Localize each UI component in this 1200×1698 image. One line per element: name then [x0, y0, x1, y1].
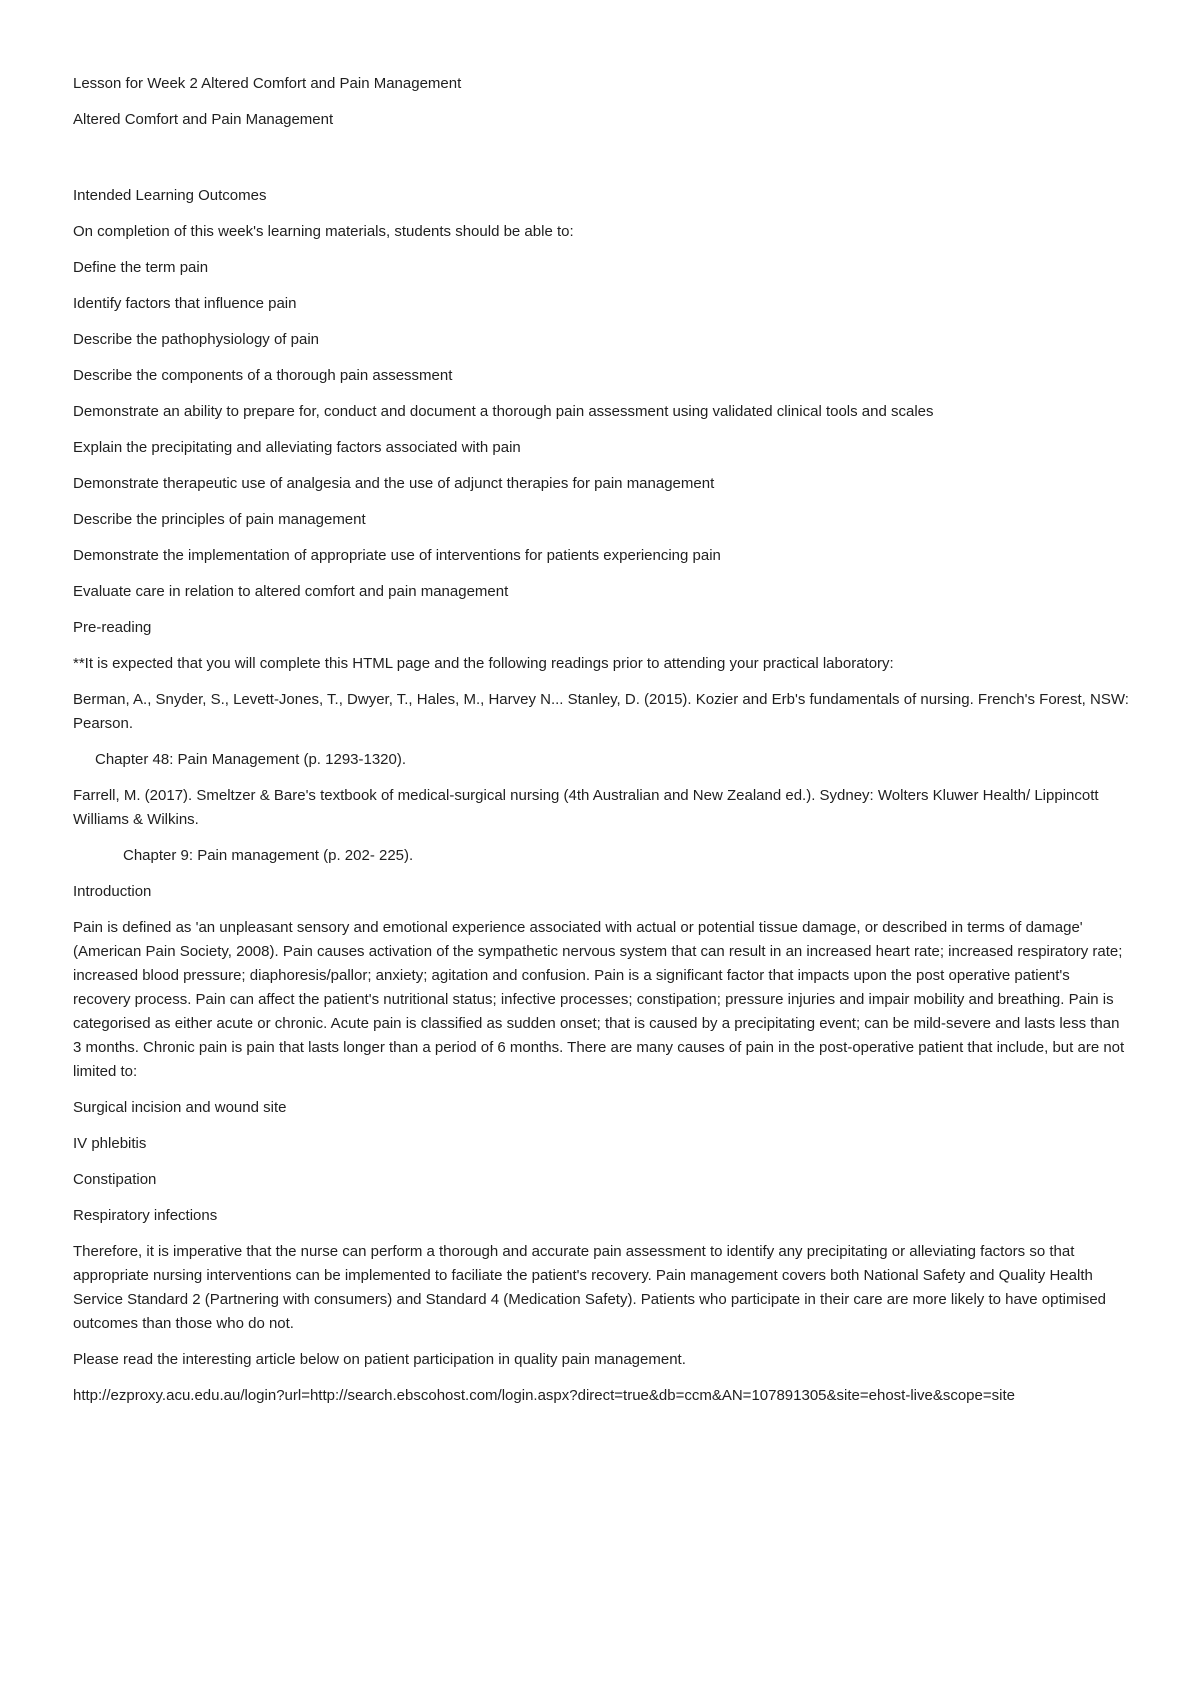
outcome-item: Define the term pain [73, 259, 209, 276]
reference-2: Farrell, M. (2017). Smeltzer & Bare's textbook of medical-surgical nursing (4th Australian and New Zealand ed.). Sydney: Wolters Kluwer Health/ Lippincott Williams & Wilkins. [73, 787, 1099, 828]
outcome-item: Explain the precipitating and alleviating factors associated with pain [73, 439, 521, 456]
therefore-paragraph: Therefore, it is imperative that the nurse can perform a thorough and accurate pain assessment to identify any precipitating or alleviating factors so that appropriate nursing interventions can be implemented to faciliate the patient's recovery. Pain management covers both National Safety and Quality Health Service Standard 2 (Partnering with consumers) and Standard 4 (Medication Safety). Patients who participate in their care are more likely to have optimised outcomes than those who do not. [73, 1243, 1107, 1332]
outcome-item: Describe the pathophysiology of pain [73, 331, 319, 348]
prereading-note: **It is expected that you will complete this HTML page and the following readings prior to attending your practical laboratory: [73, 655, 894, 672]
causes-list [73, 1096, 1130, 1228]
prereading-heading: Pre-reading [73, 619, 152, 636]
outcome-item: Demonstrate an ability to prepare for, conduct and document a thorough pain assessment using validated clinical tools and scales [73, 403, 934, 420]
cause-item: Constipation [73, 1171, 157, 1188]
reference-1: Berman, A., Snyder, S., Levett-Jones, T., Dwyer, T., Hales, M., Harvey N... Stanley, D. (2015). Kozier and Erb's fundamentals of nursing. French's Forest, NSW: Pearson. [73, 691, 1129, 732]
outcome-item: Describe the components of a thorough pain assessment [73, 367, 453, 384]
cause-item: Respiratory infections [73, 1207, 218, 1224]
reference-1-chapter: Chapter 48: Pain Management (p. 1293-1320). [95, 751, 407, 768]
intro-paragraph: Pain is defined as 'an unpleasant sensory and emotional experience associated with actual or potential tissue damage, or described in terms of damage' (American Pain Society, 2008). Pain causes activation of the sympathetic nervous system that can result in an increased heart rate; increased respiratory rate; increased blood pressure; diaphoresis/pallor; anxiety; agitation and confusion. Pain is a significant factor that impacts upon the post operative patient's recovery process. Pain can affect the patient's nutritional status; infective processes; constipation; pressure injuries and impair mobility and breathing. Pain is categorised as either acute or chronic. Acute pain is classified as sudden onset; that is caused by a precipitating event; can be mild-severe and lasts less than 3 months. Chronic pain is pain that lasts longer than a period of 6 months. There are many causes of pain in the post-operative patient that include, but are not limited to: [73, 919, 1125, 1080]
outcome-item: Evaluate care in relation to altered comfort and pain management [73, 583, 509, 600]
lesson-title: Lesson for Week 2 Altered Comfort and Pain Management [73, 75, 462, 92]
article-prompt: Please read the interesting article below on patient participation in quality pain management. [73, 1351, 686, 1368]
outcome-item: Demonstrate therapeutic use of analgesia and the use of adjunct therapies for pain management [73, 475, 715, 492]
reference-2-chapter: Chapter 9: Pain management (p. 202- 225). [123, 847, 414, 864]
cause-item: Surgical incision and wound site [73, 1099, 287, 1116]
article-link[interactable]: http://ezproxy.acu.edu.au/login?url=http://search.ebscohost.com/login.aspx?direct=true&db=ccm&AN=107891305&site=ehost-live&scope=site [73, 1387, 1015, 1404]
outcomes-heading: Intended Learning Outcomes [73, 187, 267, 204]
outcome-item: Describe the principles of pain management [73, 511, 366, 528]
outcomes-list [73, 256, 1130, 604]
topic-title: Altered Comfort and Pain Management [73, 111, 334, 128]
cause-item: IV phlebitis [73, 1135, 147, 1152]
outcomes-intro: On completion of this week's learning materials, students should be able to: [73, 223, 574, 240]
outcome-item: Identify factors that influence pain [73, 295, 297, 312]
outcome-item: Demonstrate the implementation of appropriate use of interventions for patients experiencing pain [73, 547, 721, 564]
intro-heading: Introduction [73, 883, 152, 900]
